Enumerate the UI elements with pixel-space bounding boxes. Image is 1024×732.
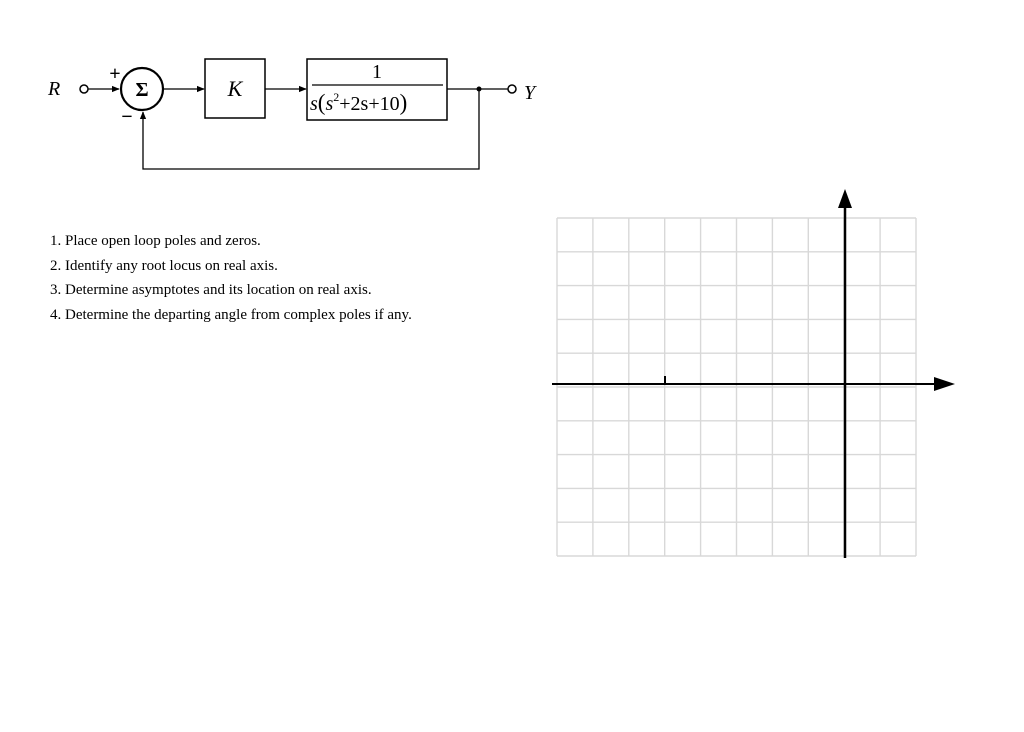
grid-lines — [557, 218, 916, 556]
minus-sign: − — [121, 106, 133, 128]
input-label: R — [48, 78, 61, 100]
plant-numerator: 1 — [372, 61, 382, 83]
instruction-item: 1. Place open loop poles and zeros. — [50, 233, 261, 249]
gain-label: K — [227, 76, 243, 101]
instruction-item: 4. Determine the departing angle from complex poles if any. — [50, 306, 412, 323]
instruction-item: 3. Determine asymptotes and its location on real axis. — [50, 282, 372, 298]
input-terminal — [80, 85, 88, 93]
plant-denominator: $s(s^2+2s+10)$ — [310, 90, 408, 115]
output-label: Y — [524, 82, 536, 104]
summing-symbol: Σ — [135, 79, 149, 101]
block-diagram — [0, 0, 1024, 200]
output-terminal — [508, 85, 516, 93]
instruction-list — [50, 229, 412, 327]
instruction-item: 2. Identify any root locus on real axis. — [50, 257, 278, 274]
real-axis-arrow-icon — [934, 377, 955, 391]
plus-sign: + — [109, 63, 121, 85]
